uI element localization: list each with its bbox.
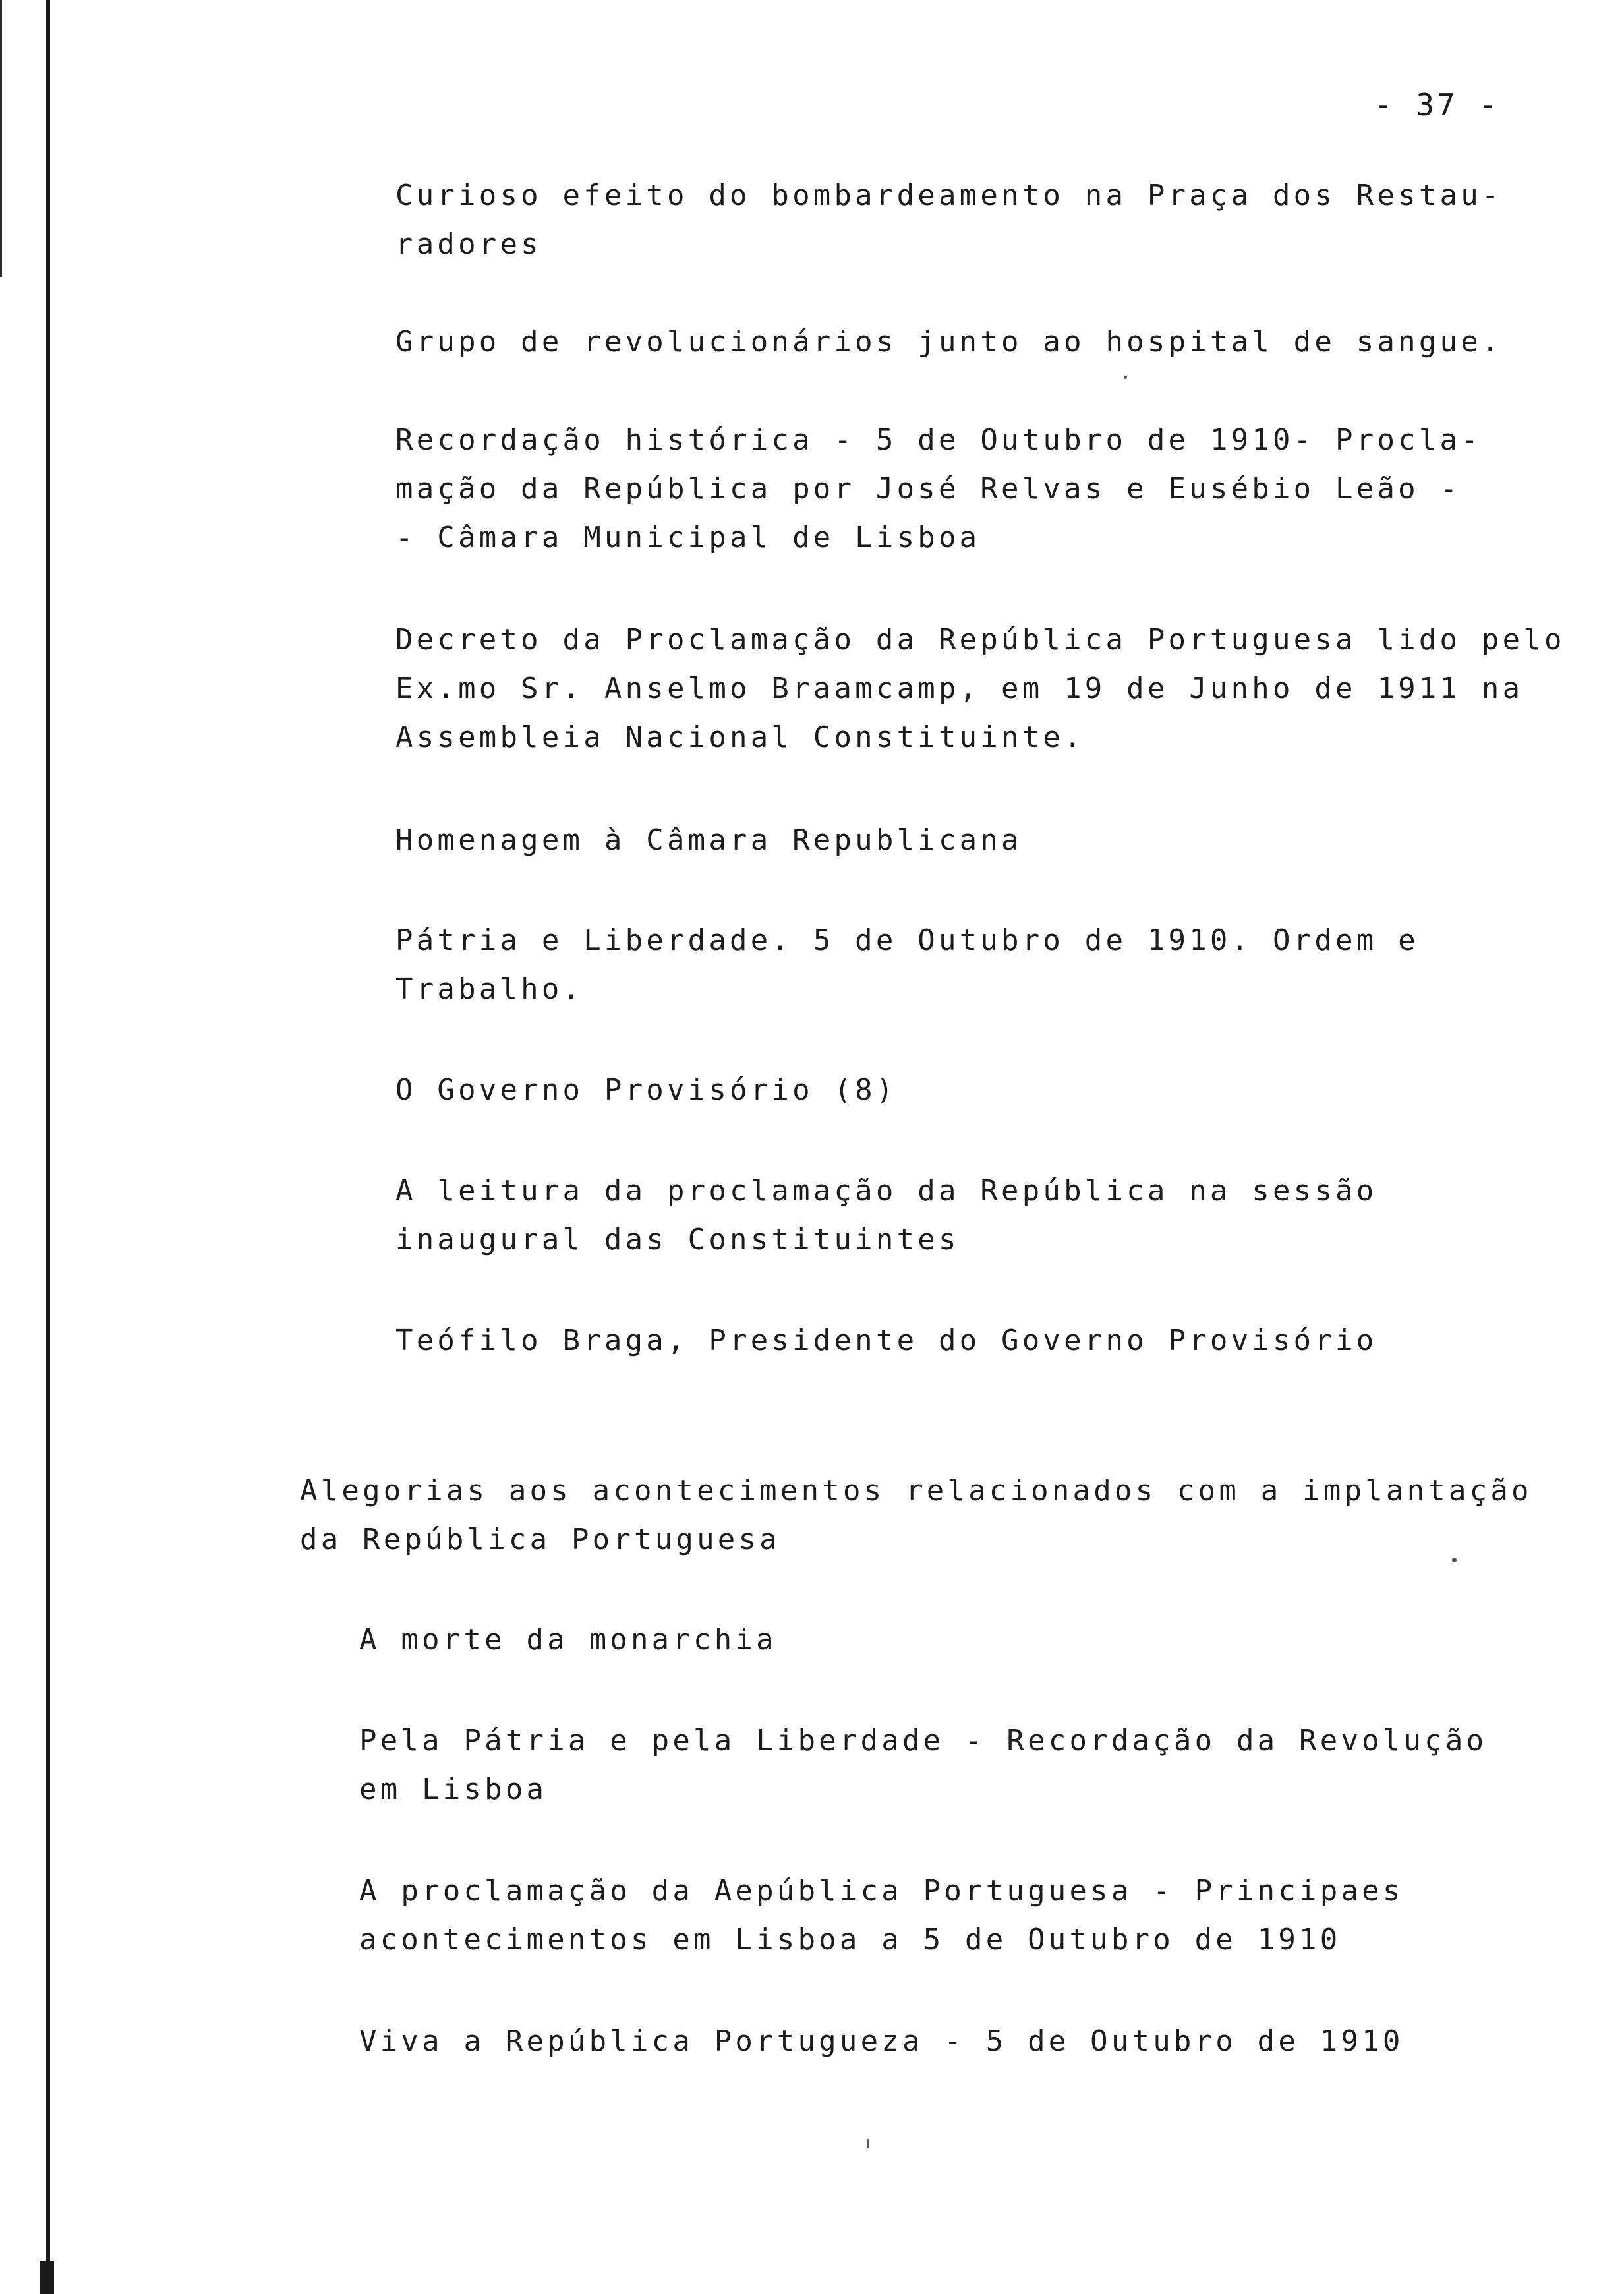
- item-text-line: Curioso efeito do bombardeamento na Praça dos Restau-: [395, 179, 1503, 212]
- scan-speck: [867, 2139, 869, 2148]
- item-text-line: Trabalho.: [395, 972, 584, 1006]
- scan-corner-mark: [40, 2261, 54, 2294]
- item-text-line: radores: [395, 227, 542, 261]
- item-text-line: - Câmara Municipal de Lisboa: [395, 521, 981, 554]
- item-text-line: da República Portuguesa: [300, 1523, 780, 1556]
- item-text-line: Teófilo Braga, Presidente do Governo Provisório: [395, 1324, 1378, 1357]
- item-text-line: A leitura da proclamação da República na sessão: [395, 1174, 1378, 1208]
- item-text-line: Ex.mo Sr. Anselmo Braamcamp, em 19 de Junho de 1911 na: [395, 672, 1524, 705]
- list-item: [0, 2017, 1404, 2212]
- item-text-line: Viva a República Portugueza - 5 de Outubro de 1910: [359, 2024, 1404, 2058]
- scan-speck: [1452, 1558, 1457, 1562]
- item-text-line: A proclamação da Aepública Portuguesa - Principaes: [359, 1874, 1404, 1908]
- item-text-line: O Governo Provisório (8): [395, 1073, 897, 1107]
- item-text-line: mação da República por José Relvas e Eusébio Leão -: [395, 472, 1461, 506]
- item-text-line: Homenagem à Câmara Republicana: [395, 823, 1022, 857]
- item-text-line: acontecimentos em Lisboa a 5 de Outubro de 1910: [359, 1923, 1341, 1956]
- item-text-line: Assembleia Nacional Constituinte.: [395, 721, 1085, 754]
- item-text-line: em Lisboa: [359, 1773, 548, 1806]
- item-text-line: A morte da monarchia: [359, 1623, 777, 1657]
- page-number: - 37 -: [1374, 87, 1500, 123]
- item-text-line: Recordação histórica - 5 de Outubro de 1910- Procla-: [395, 423, 1482, 457]
- item-text-line: Alegorias aos acontecimentos relacionados com a implantação: [300, 1474, 1532, 1508]
- item-text-line: Decreto da Proclamação da República Portuguesa lido pelo: [395, 623, 1565, 657]
- item-text-line: Pátria e Liberdade. 5 de Outubro de 1910. Ordem e: [395, 924, 1419, 957]
- scan-speck: [1124, 376, 1127, 379]
- item-text-line: Pela Pátria e pela Liberdade - Recordação da Revolução: [359, 1724, 1488, 1757]
- item-text-line: Grupo de revolucionários junto ao hospital de sangue.: [395, 325, 1503, 359]
- item-text-line: inaugural das Constituintes: [395, 1223, 960, 1256]
